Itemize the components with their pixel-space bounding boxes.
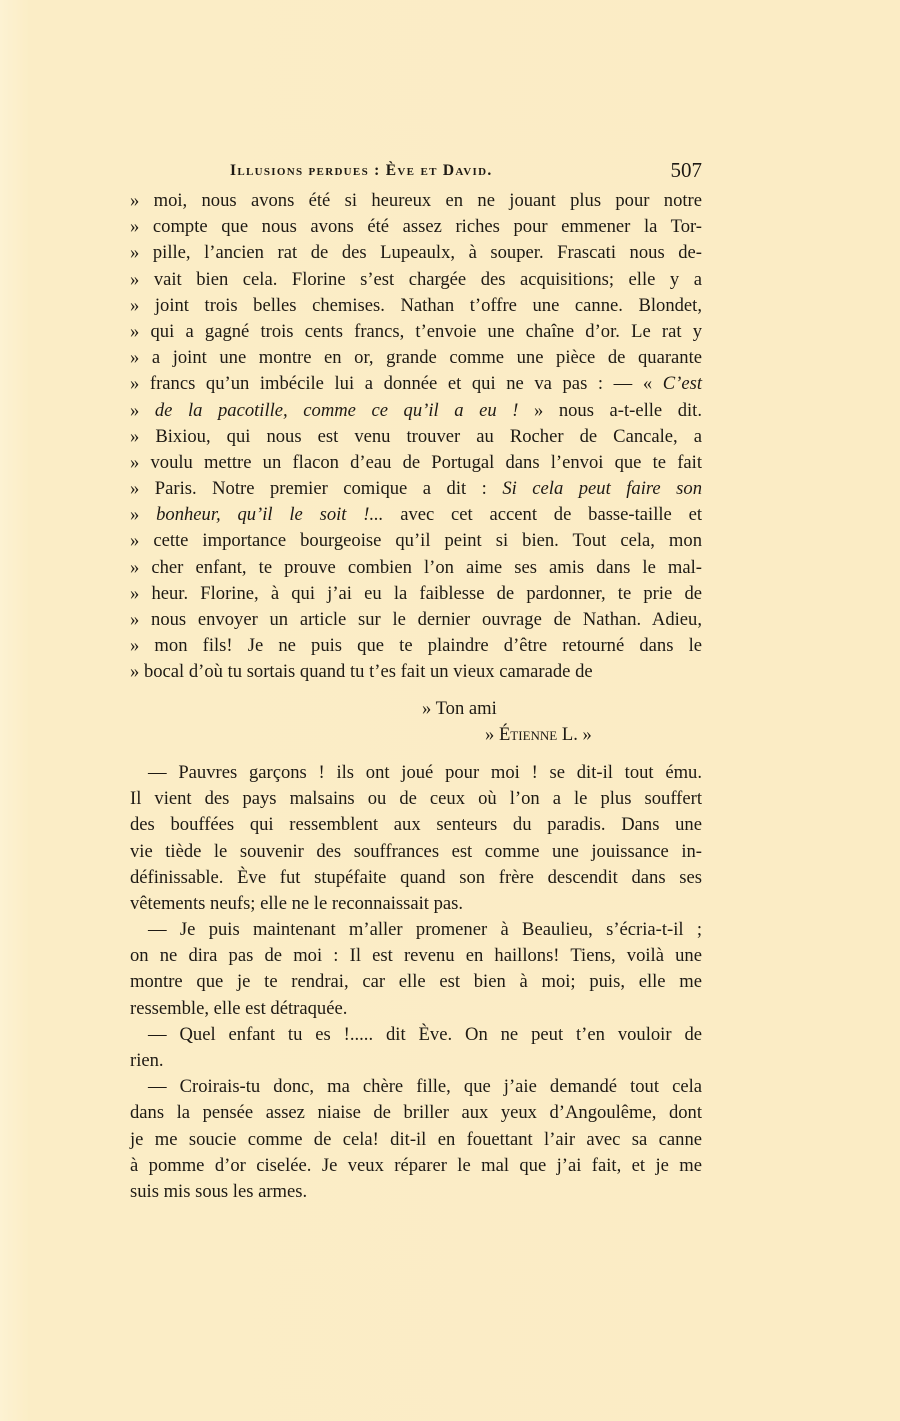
text-line: vie tiède le souvenir des souffrances est comme une jouissance in- bbox=[130, 840, 702, 862]
paragraph bbox=[130, 1022, 702, 1074]
text-line: » cette importance bourgeoise qu’il peint si bien. Tout cela, mon bbox=[130, 530, 702, 552]
body-text bbox=[130, 188, 702, 1205]
text-line: » compte que nous avons été assez riches pour emmener la Tor- bbox=[130, 216, 702, 238]
text-line: Il vient des pays malsains ou de ceux où l’on a le plus souffert bbox=[130, 788, 702, 810]
letter-text bbox=[130, 188, 702, 748]
text-line bbox=[130, 476, 702, 502]
italic-quote: bonheur, qu’il le soit !... bbox=[156, 504, 384, 526]
text-span: » bbox=[130, 504, 157, 526]
text-span: » bbox=[130, 399, 155, 421]
text-line: » bocal d’où tu sortais quand tu t’es fait un vieux camarade de bbox=[130, 661, 593, 683]
text-line: ressemble, elle est détraquée. bbox=[130, 997, 348, 1019]
letter-closing: » Ton ami bbox=[422, 697, 497, 719]
text-line: » cher enfant, te prouve combien l’on aime ses amis dans le mal- bbox=[130, 556, 702, 578]
text-line: définissable. Ève fut stupéfaite quand son frère descendit dans ses bbox=[130, 866, 702, 888]
text-span: » nous a-t-elle dit. bbox=[518, 399, 702, 421]
text-line: » nous envoyer un article sur le dernier ouvrage de Nathan. Adieu, bbox=[130, 609, 702, 630]
italic-quote: de la pacotille, comme ce qu’il a eu ! bbox=[154, 399, 519, 421]
paragraph bbox=[130, 917, 702, 1022]
text-line bbox=[130, 398, 702, 424]
text-line: je me soucie comme de cela! dit-il en fouettant l’air avec sa canne bbox=[130, 1128, 702, 1150]
text-line: » moi, nous avons été si heureux en ne jouant plus pour notre bbox=[130, 190, 702, 211]
text-span: » francs qu’un imbécile lui a donnée et qui ne va pas : — « bbox=[130, 373, 663, 395]
text-span: » Paris. Notre premier comique a dit : bbox=[130, 478, 503, 500]
paragraph bbox=[130, 1074, 702, 1205]
letter-signature: » Étienne L. » bbox=[485, 723, 592, 745]
text-line: » vait bien cela. Florine s’est chargée des acquisitions; elle y a bbox=[130, 268, 702, 290]
text-line: » pille, l’ancien rat de des Lupeaulx, à souper. Frascati nous de- bbox=[130, 242, 702, 264]
paragraph bbox=[130, 760, 702, 917]
italic-quote: Si cela peut faire son bbox=[502, 478, 703, 500]
text-line: vêtements neufs; elle ne le reconnaissait pas. bbox=[130, 892, 464, 914]
text-line bbox=[130, 371, 702, 397]
text-line: » Bixiou, qui nous est venu trouver au Rocher de Cancale, a bbox=[130, 425, 702, 447]
text-line: — Pauvres garçons ! ils ont joué pour moi ! se dit-il tout ému. bbox=[148, 761, 702, 783]
text-line: » mon fils! Je ne puis que te plaindre d’être retourné dans le bbox=[130, 635, 702, 657]
text-line: rien. bbox=[130, 1050, 164, 1071]
text-line bbox=[130, 502, 702, 528]
text-line: » heur. Florine, à qui j’ai eu la faiblesse de pardonner, te prie de bbox=[130, 582, 702, 604]
text-line: à pomme d’or ciselée. Je veux réparer le mal que j’ai fait, et je me bbox=[130, 1154, 702, 1176]
text-line: on ne dira pas de moi : Il est revenu en haillons! Tiens, voilà une bbox=[130, 945, 702, 967]
text-span: avec cet accent de basse-taille et bbox=[383, 504, 702, 526]
page-header bbox=[130, 158, 702, 186]
text-line: — Croirais-tu donc, ma chère fille, que j’aie demandé tout cela bbox=[148, 1076, 702, 1098]
text-line: » qui a gagné trois cents francs, t’envoie une chaîne d’or. Le rat y bbox=[130, 320, 702, 342]
text-line: — Quel enfant tu es !..... dit Ève. On ne peut t’en vouloir de bbox=[148, 1023, 702, 1045]
text-line: suis mis sous les armes. bbox=[130, 1180, 308, 1202]
text-line: » voulu mettre un flacon d’eau de Portugal dans l’envoi que te fait bbox=[130, 451, 702, 473]
running-title: Illusions perdues : Ève et David. bbox=[230, 162, 493, 179]
italic-quote: C’est bbox=[662, 373, 702, 395]
text-line: des bouffées qui ressemblent aux senteurs du paradis. Dans une bbox=[130, 814, 702, 836]
text-line: dans la pensée assez niaise de briller aux yeux d’Angoulême, dont bbox=[130, 1102, 702, 1124]
text-line: montre que je te rendrai, car elle est bien à moi; puis, elle me bbox=[130, 971, 702, 993]
page-number: 507 bbox=[670, 158, 702, 182]
text-line: — Je puis maintenant m’aller promener à Beaulieu, s’écria-t-il ; bbox=[148, 919, 702, 941]
text-line: » joint trois belles chemises. Nathan t’offre une canne. Blondet, bbox=[130, 294, 702, 316]
text-line: » a joint une montre en or, grande comme une pièce de quarante bbox=[130, 347, 702, 369]
